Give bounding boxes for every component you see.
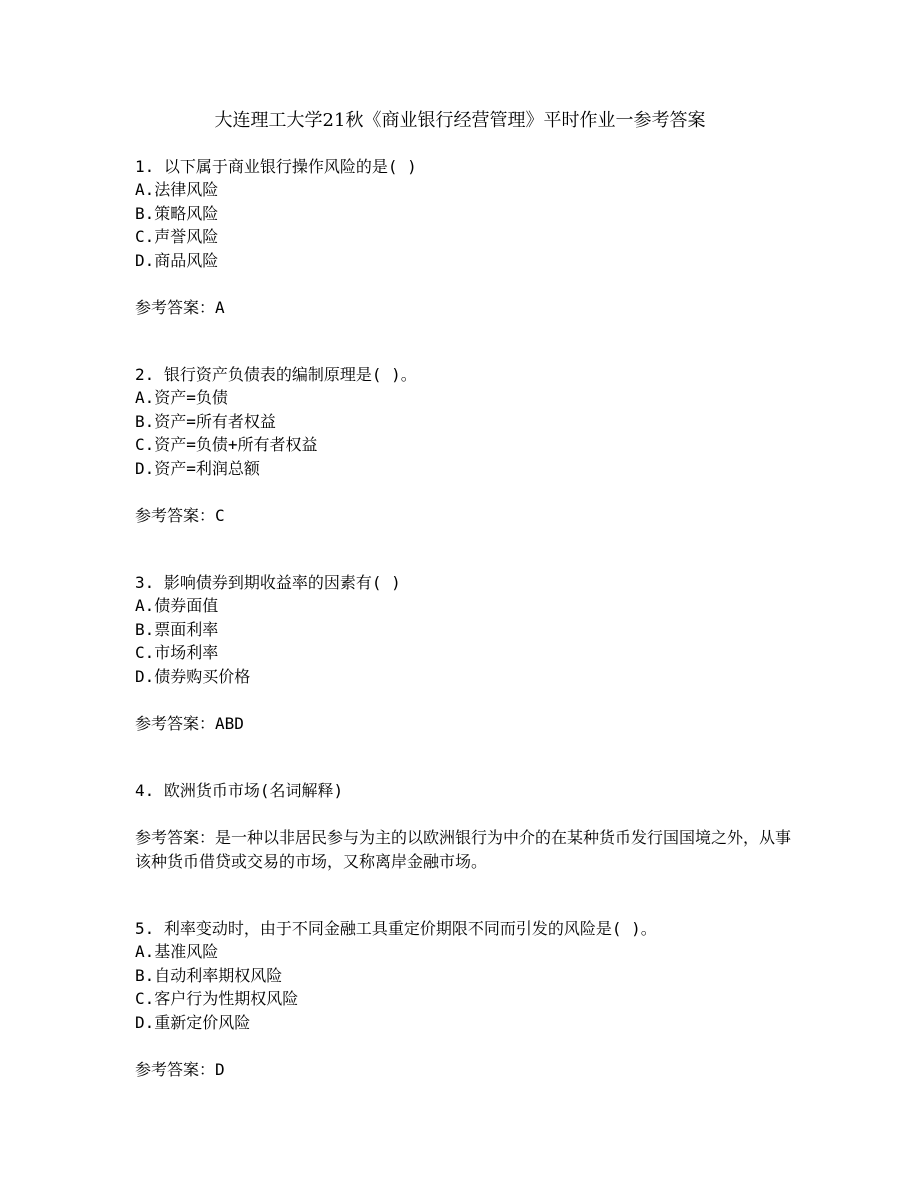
question-2-answer: 参考答案：C (135, 506, 225, 525)
question-2-stem: 2. 银行资产负债表的编制原理是( )。 (135, 365, 417, 384)
question-1-option-d: D.商品风险 (135, 251, 219, 270)
question-1-stem: 1. 以下属于商业银行操作风险的是( ) (135, 157, 417, 176)
question-5-answer: 参考答案：D (135, 1060, 225, 1079)
question-2-option-d: D.资产=利润总额 (135, 459, 260, 478)
question-1-answer: 参考答案：A (135, 298, 225, 317)
question-3-stem: 3. 影响债券到期收益率的因素有( ) (135, 573, 401, 592)
question-5-stem: 5. 利率变动时，由于不同金融工具重定价期限不同而引发的风险是( )。 (135, 919, 657, 938)
question-1-option-b: B.策略风险 (135, 204, 219, 223)
question-5-option-a: A.基准风险 (135, 942, 219, 961)
question-3-option-c: C.市场利率 (135, 643, 219, 662)
question-2-option-c: C.资产=负债+所有者权益 (135, 435, 318, 454)
question-2-option-a: A.资产=负债 (135, 388, 228, 407)
question-3-answer: 参考答案：ABD (135, 714, 244, 733)
question-5-option-b: B.自动利率期权风险 (135, 966, 283, 985)
document-title: 大连理工大学21秋《商业银行经营管理》平时作业一参考答案 (214, 110, 706, 131)
question-5-option-c: C.客户行为性期权风险 (135, 989, 299, 1008)
question-3-option-b: B.票面利率 (135, 620, 219, 639)
question-3-option-a: A.债券面值 (135, 596, 219, 615)
question-4-stem: 4. 欧洲货币市场(名词解释) (135, 781, 344, 800)
question-2-option-b: B.资产=所有者权益 (135, 412, 276, 431)
question-1-option-a: A.法律风险 (135, 180, 219, 199)
question-5-option-d: D.重新定价风险 (135, 1013, 251, 1032)
question-3-option-d: D.债券购买价格 (135, 667, 251, 686)
question-4-answer: 参考答案：是一种以非居民参与为主的以欧洲银行为中介的在某种货币发行国国境之外，从事该种货币借贷或交易的市场，又称离岸金融市场。 (135, 828, 792, 871)
question-1-option-c: C.声誉风险 (135, 227, 219, 246)
